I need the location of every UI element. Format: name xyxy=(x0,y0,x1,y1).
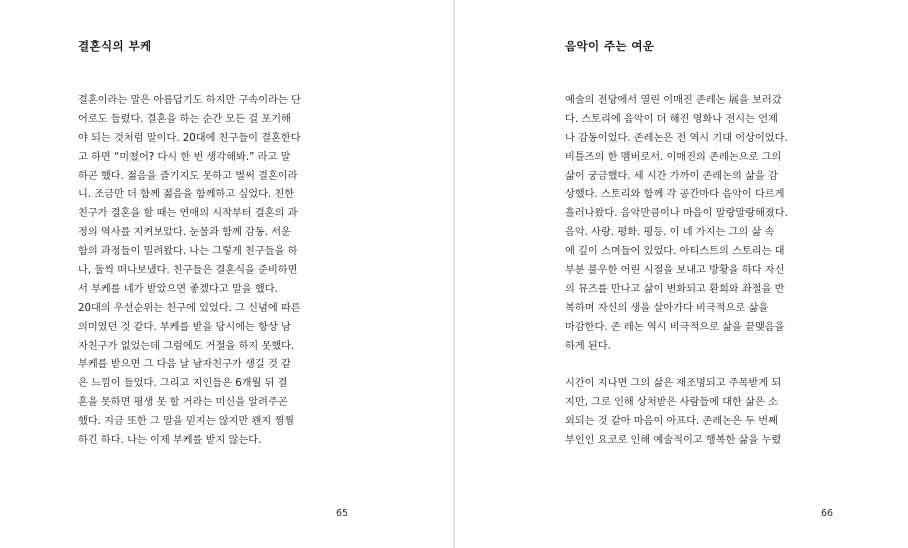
page-title: 음악이 주는 여운 xyxy=(565,39,655,53)
page-number: 65 xyxy=(336,508,349,519)
page-title: 결혼식의 부케 xyxy=(78,39,152,53)
text-line: 부케를 받으면 그 다음 날 남자친구가 생길 것 같 xyxy=(78,359,291,371)
text-line: 어로도 들렸다. 결혼을 하는 순간 모든 걸 포기해 xyxy=(78,113,291,125)
text-line: 하긴 하다. 나는 이제 부케를 받지 않는다. xyxy=(78,435,262,447)
text-line: 20대의 우선순위는 친구에 있었다. 그 신념에 따른 xyxy=(78,302,301,314)
text-line: 하곤 했다. 젊음을 즐기지도 못하고 벌써 결혼이라 xyxy=(78,170,298,182)
text-line: 니. 조금만 더 함께 젊음을 함께하고 싶었다. 친한 xyxy=(78,189,295,201)
text-line: 했다. 지금 또한 그 말을 믿지는 않지만 왠지 찜찜 xyxy=(78,416,295,428)
left-page xyxy=(0,0,453,548)
text-line: 시간이 지나면 그의 삶은 재조명되고 주목받게 되 xyxy=(565,378,782,390)
text-line: 복하며 자신의 생을 살아가다 비극적으로 삶을 xyxy=(565,302,769,314)
text-line: 의미였던 것 같다. 부케를 받을 당시에는 항상 남 xyxy=(78,321,291,333)
text-line: 예술의 전당에서 열린 이매진 존레논 展을 보러갔 xyxy=(565,95,782,106)
text-line: 흘러나왔다. 음악만큼이나 마음이 말랑말랑해졌다. xyxy=(565,208,788,220)
page-number: 66 xyxy=(821,508,834,519)
text-line: 고 하면 “미쳤어? 다시 한 번 생각해봐.” 라고 말 xyxy=(78,151,291,163)
text-line: 의 뮤즈를 만나고 삶이 변화되고 환희와 좌절을 반 xyxy=(565,283,785,295)
right-page xyxy=(455,0,908,548)
text-line: 마감한다. 존 레논 역시 비극적으로 삶을 끝맺음을 xyxy=(565,321,785,333)
text-line: 혼을 못하면 평생 못 할 거라는 미신을 알려주곤 xyxy=(78,397,288,409)
text-line: 외되는 것 같아 마음이 아프다. 존레논은 두 번째 xyxy=(565,416,778,428)
body-text xyxy=(565,92,861,451)
text-line: 부인인 요코로 인해 예술적이고 행복한 삶을 누렸 xyxy=(565,435,782,447)
text-line: 비틀즈의 한 멤버로서. 이매진의 존레논으로 그의 xyxy=(565,151,782,163)
text-line: 에 깊이 스며들어 있었다. 아티스트의 스토리는 대 xyxy=(565,246,785,258)
text-line: 나 감동이었다. 존레논은 전 역시 기대 이상이었다. xyxy=(565,132,788,144)
text-line: 다. 스토리에 음악이 더 해진 영화나 전시는 언제 xyxy=(565,113,778,125)
text-line: 상했다. 스토리와 함께 각 공간마다 음악이 다르게 xyxy=(565,189,785,201)
text-line: 부분 불우한 어린 시절을 보내고 방황을 하다 자신 xyxy=(565,265,785,277)
text-line: 나, 둘씩 떠나보냈다. 친구들은 결혼식을 준비하면 xyxy=(78,265,298,277)
text-line: 서 부케를 네가 받았으면 좋겠다고 말을 했다. xyxy=(78,283,278,295)
paragraph-gap xyxy=(565,356,861,375)
text-line: 자친구가 없었는데 그럼에도 거절을 하지 못했다. xyxy=(78,340,295,352)
text-line: 결혼이라는 말은 아름답기도 하지만 구속이라는 단 xyxy=(78,95,301,106)
text-line: 은 느낌이 들었다. 그리고 지인들은 6개월 뒤 결 xyxy=(78,378,288,390)
text-line: 함의 과정들이 밀려왔다. 나는 그렇게 친구들을 하 xyxy=(78,246,298,258)
body-text xyxy=(78,92,378,451)
text-line: 친구가 결혼을 할 때는 연애의 시작부터 결혼의 과 xyxy=(78,208,298,220)
text-line: 지만, 그로 인해 상처받은 사람들에 대한 삶은 소 xyxy=(565,397,778,409)
text-line: 하게 된다. xyxy=(565,340,611,352)
text-line: 음악. 사랑. 평화. 평등. 이 네 가지는 그의 삶 속 xyxy=(565,227,775,239)
text-line: 야 되는 것처럼 말이다. 20대에 친구들이 결혼한다 xyxy=(78,132,301,144)
text-line: 정의 역사를 지켜보았다. 눈물과 함께 감동. 서운 xyxy=(78,227,291,239)
text-line: 삶이 궁금했다. 세 시간 가까이 존레논의 삶을 감 xyxy=(565,170,778,182)
